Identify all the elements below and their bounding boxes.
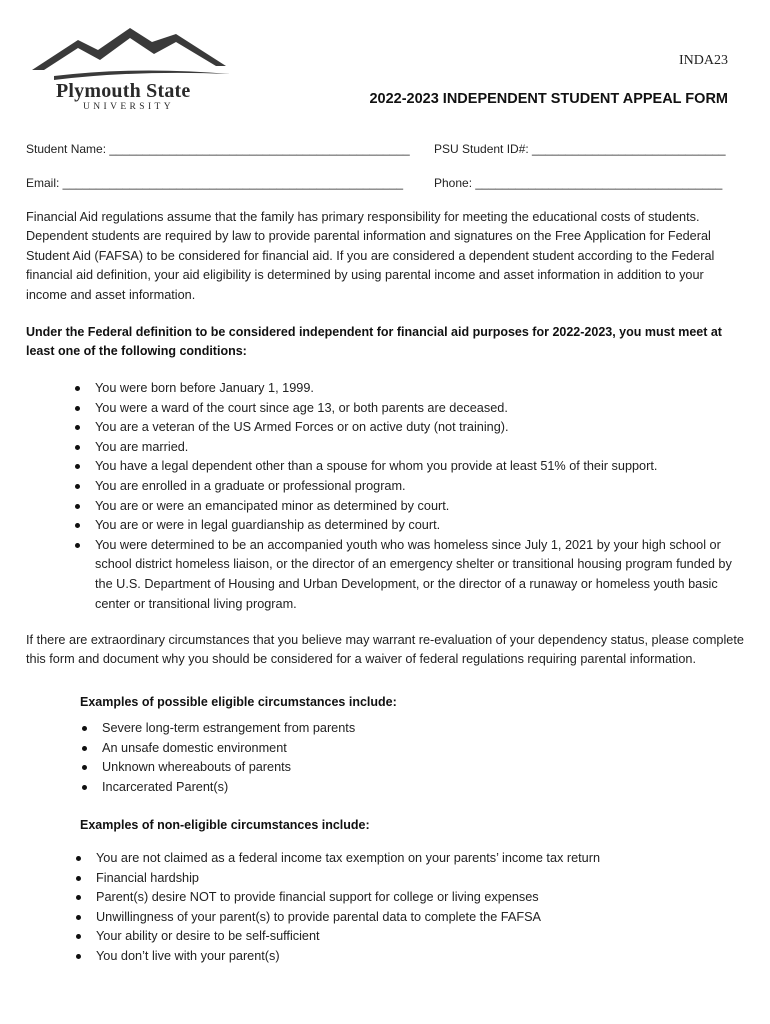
list-item: You are or were an emancipated minor as determined by court. bbox=[95, 497, 740, 517]
list-item: You were a ward of the court since age 13, or both parents are deceased. bbox=[95, 399, 740, 419]
form-code: INDA23 bbox=[679, 53, 728, 68]
list-item: Your ability or desire to be self-sufficient bbox=[96, 927, 736, 947]
circumstances-paragraph: If there are extraordinary circumstances that you believe may warrant re-evaluation of your dependency status, please complete this form and document why you should be considered for a waiver of federal regulations requiring parental information. bbox=[26, 633, 744, 667]
list-item: An unsafe domestic environment bbox=[102, 739, 702, 759]
student-name-field[interactable]: Student Name: _____________________________________________ bbox=[26, 142, 410, 156]
page-title: 2022-2023 INDEPENDENT STUDENT APPEAL FORM bbox=[369, 91, 728, 107]
list-item: You have a legal dependent other than a spouse for whom you provide at least 51% of their support. bbox=[95, 457, 740, 477]
list-item: You are not claimed as a federal income tax exemption on your parents’ income tax return bbox=[96, 849, 736, 869]
logo-subtitle: UNIVERSITY bbox=[83, 102, 174, 112]
university-logo bbox=[26, 26, 236, 116]
list-item: Unwillingness of your parent(s) to provide parental data to complete the FAFSA bbox=[96, 908, 736, 928]
email-field[interactable]: Email: ___________________________________________________ bbox=[26, 176, 404, 190]
list-item: Parent(s) desire NOT to provide financial support for college or living expenses bbox=[96, 888, 736, 908]
non-eligible-heading: Examples of non-eligible circumstances include: bbox=[80, 818, 370, 832]
list-item: You were determined to be an accompanied youth who was homeless since July 1, 2021 by your high school or school district homeless liaison, or the director of an emergency shelter or transitional housing program funded by the U.S. Department of Housing and Urban Development, or the director of a runaway or homeless youth basic center or transitional living program. bbox=[95, 536, 740, 614]
definition-heading: Under the Federal definition to be considered independent for financial aid purposes for 2022-2023, you must meet at least one of the following conditions: bbox=[26, 325, 722, 359]
list-item: Financial hardship bbox=[96, 869, 736, 889]
eligible-heading: Examples of possible eligible circumstances include: bbox=[80, 695, 397, 709]
non-eligible-list bbox=[96, 849, 736, 967]
mountains-icon bbox=[26, 26, 236, 84]
eligible-list bbox=[102, 719, 702, 797]
list-item: You are or were in legal guardianship as determined by court. bbox=[95, 516, 740, 536]
list-item: You are a veteran of the US Armed Forces or on active duty (not training). bbox=[95, 418, 740, 438]
conditions-list bbox=[95, 379, 740, 614]
list-item: Unknown whereabouts of parents bbox=[102, 758, 702, 778]
list-item: Severe long-term estrangement from parents bbox=[102, 719, 702, 739]
list-item: Incarcerated Parent(s) bbox=[102, 778, 702, 798]
phone-field[interactable]: Phone: _____________________________________ bbox=[434, 176, 723, 190]
list-item: You are enrolled in a graduate or professional program. bbox=[95, 477, 740, 497]
list-item: You don’t live with your parent(s) bbox=[96, 947, 736, 967]
psu-id-field[interactable]: PSU Student ID#: _____________________________ bbox=[434, 142, 726, 156]
list-item: You are married. bbox=[95, 438, 740, 458]
intro-paragraph: Financial Aid regulations assume that the family has primary responsibility for meeting the educational costs of students. Dependent students are required by law to provide parental information and signatures on the Free Application for Federal Student Aid (FAFSA) to be considered for financial aid. If you are considered a dependent student according to the Federal financial aid definition, your aid eligibility is determined by using parental income and asset information in addition to your income and asset information. bbox=[26, 210, 715, 302]
logo-name: Plymouth State bbox=[56, 80, 191, 102]
list-item: You were born before January 1, 1999. bbox=[95, 379, 740, 399]
